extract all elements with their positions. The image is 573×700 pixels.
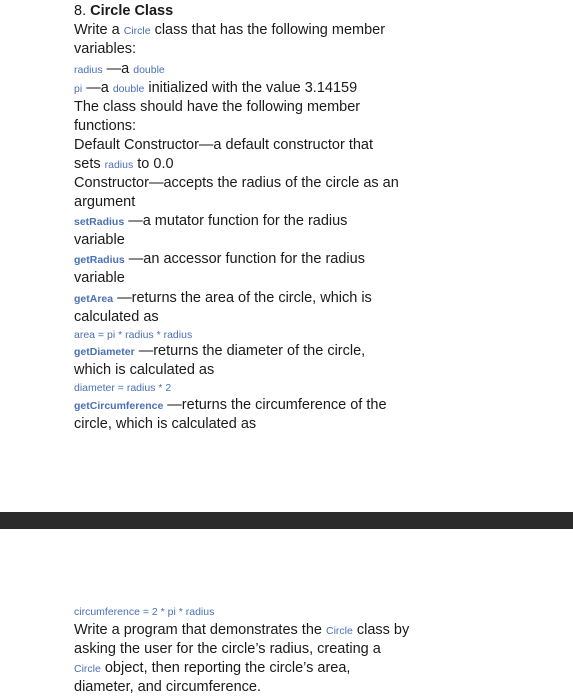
text-line: Constructor—accepts the radius of the circle as an <box>74 175 399 191</box>
text-line: Write a program that demonstrates the Circle class by <box>74 622 410 638</box>
text-line: diameter, and circumference. <box>74 679 261 695</box>
page-separator <box>0 512 573 529</box>
exercise-title: Circle Class <box>90 3 174 19</box>
text-line: The class should have the following member <box>74 99 361 115</box>
exercise-number: 8. <box>74 3 87 19</box>
code-term: Circle <box>123 25 151 37</box>
text-line: variables: <box>74 41 137 57</box>
formula-area: area = pi * radius * radius <box>74 329 193 341</box>
text-line: argument <box>74 194 136 210</box>
function-setradius: setRadius —a mutator function for the radius <box>74 213 348 229</box>
text-line: Circle object, then reporting the circle’s area, <box>74 660 351 676</box>
text-line: Write a Circle class that has the following member <box>74 22 386 38</box>
text-line: asking the user for the circle’s radius, creating a <box>74 641 381 657</box>
text-line: calculated as <box>74 309 159 325</box>
text-line: which is calculated as <box>74 362 215 378</box>
function-getarea: getArea —returns the area of the circle, which is <box>74 290 372 306</box>
function-getradius: getRadius —an accessor function for the radius <box>74 251 365 267</box>
exercise-heading <box>74 2 173 21</box>
text-line: sets radius to 0.0 <box>74 156 174 172</box>
text-line: circle, which is calculated as <box>74 416 257 432</box>
function-getcircumference: getCircumference —returns the circumference of the <box>74 397 387 413</box>
member-pi: pi —a double initialized with the value 3.14159 <box>74 80 358 96</box>
document-page-bottom <box>0 529 573 700</box>
text-line: functions: <box>74 118 137 134</box>
text-line: Default Constructor—a default constructor that <box>74 137 374 153</box>
text-line: variable <box>74 232 125 248</box>
formula-circumference: circumference = 2 * pi * radius <box>74 606 215 618</box>
member-radius: radius —a double <box>74 61 165 77</box>
formula-diameter: diameter = radius * 2 <box>74 382 172 394</box>
text-line: variable <box>74 270 125 286</box>
function-getdiameter: getDiameter —returns the diameter of the circle, <box>74 343 366 359</box>
